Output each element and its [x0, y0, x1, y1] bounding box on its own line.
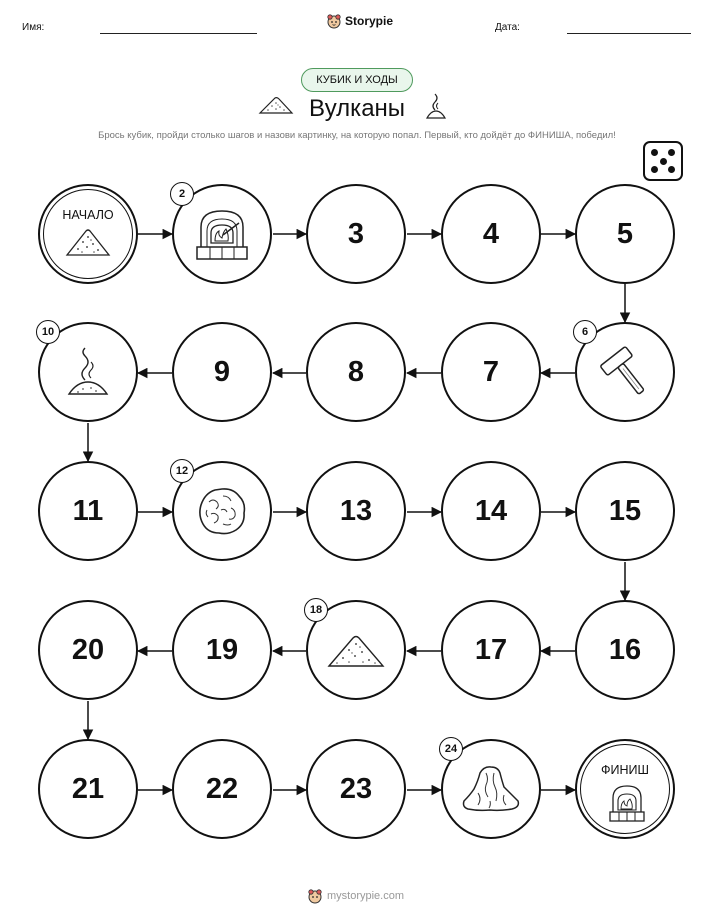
storypie-mascot-icon [307, 888, 323, 904]
lava-flow-icon [460, 763, 522, 815]
board-cell-7[interactable]: 7 [441, 322, 541, 422]
date-label: Дата: [495, 22, 520, 33]
ash-pile-icon [65, 226, 111, 258]
board-cell-13[interactable]: 13 [306, 461, 406, 561]
cell-number-badge: 10 [36, 320, 60, 344]
board-cell-18[interactable] [306, 600, 406, 700]
page-title: Вулканы [308, 95, 406, 122]
board-cell-20[interactable]: 20 [38, 600, 138, 700]
board-cell-4[interactable]: 4 [441, 184, 541, 284]
board-cell-21[interactable]: 21 [38, 739, 138, 839]
footer-url[interactable]: mystorypie.com [327, 890, 405, 902]
board-cell-11[interactable]: 11 [38, 461, 138, 561]
board-cell-23[interactable]: 23 [306, 739, 406, 839]
hammer-icon [599, 342, 651, 402]
start-cell[interactable] [38, 184, 138, 284]
board-cell-22[interactable]: 22 [172, 739, 272, 839]
board-cell-6[interactable] [575, 322, 675, 422]
board-cell-5[interactable]: 5 [575, 184, 675, 284]
finish-label: ФИНИШ [601, 763, 649, 777]
name-label: Имя: [22, 22, 45, 33]
board-cell-14[interactable]: 14 [441, 461, 541, 561]
furnace-icon [608, 783, 646, 823]
rock-icon [195, 484, 249, 538]
furnace-icon [193, 205, 251, 263]
board-cell-10[interactable] [38, 322, 138, 422]
board-cell-3[interactable]: 3 [306, 184, 406, 284]
cell-number-badge: 6 [573, 320, 597, 344]
board-cell-9[interactable]: 9 [172, 322, 272, 422]
board-cell-16[interactable]: 16 [575, 600, 675, 700]
board-cell-19[interactable]: 19 [172, 600, 272, 700]
board-cell-2[interactable] [172, 184, 272, 284]
cell-number-badge: 18 [304, 598, 328, 622]
game-type-pill: КУБИК И ХОДЫ [301, 68, 413, 92]
smoking-mound-icon [63, 344, 113, 400]
board-cell-24[interactable] [441, 739, 541, 839]
board-cell-8[interactable]: 8 [306, 322, 406, 422]
start-label: НАЧАЛО [62, 208, 114, 222]
cell-number-badge: 12 [170, 459, 194, 483]
instructions: Брось кубик, пройди столько шагов и назови картинку, на которую попал. Первый, кто дойдёт до ФИНИША, победил! [98, 130, 616, 141]
finish-cell[interactable] [575, 739, 675, 839]
board-cell-15[interactable]: 15 [575, 461, 675, 561]
board-cell-12[interactable] [172, 461, 272, 561]
ash-pile-icon [327, 630, 385, 670]
cell-number-badge: 24 [439, 737, 463, 761]
footer [307, 888, 404, 904]
cell-number-badge: 2 [170, 182, 194, 206]
brand-name: Storypie [345, 14, 394, 28]
board-cell-17[interactable]: 17 [441, 600, 541, 700]
